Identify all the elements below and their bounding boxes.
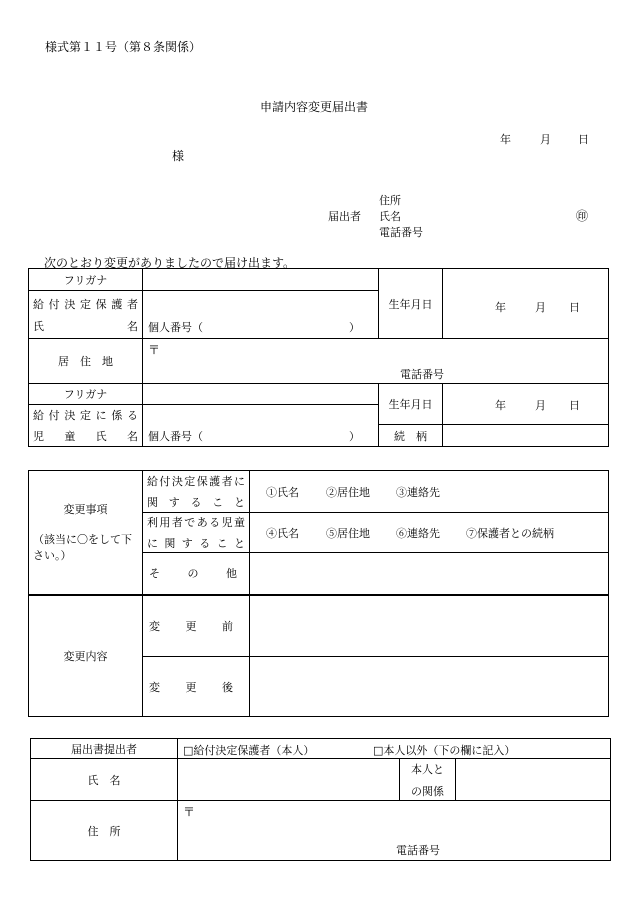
guardian-change-options[interactable] (250, 471, 609, 513)
submitter-options (178, 739, 611, 759)
date-month: 月 (540, 133, 551, 146)
guardian-option-name[interactable]: ①氏名 (266, 486, 299, 499)
user-option-relation[interactable]: ⑦保護者との続柄 (466, 527, 554, 540)
form-number: 様式第１１号（第８条関係） (45, 40, 202, 54)
guardian-furigana-field[interactable] (143, 269, 379, 291)
guardian-name-label (29, 291, 143, 339)
after-label-text: 変更後 (149, 680, 233, 694)
applicant-table (28, 268, 609, 447)
notifier-phone-label: 電話番号 (379, 226, 423, 239)
submitter-postal-mark: 〒 (183, 805, 196, 819)
submitter-address-label (31, 801, 178, 861)
submitter-table (30, 738, 611, 861)
furigana-label-text: フリガナ (63, 273, 108, 287)
after-field[interactable] (250, 657, 609, 717)
other-label (143, 553, 250, 595)
submitter-relation-label-line2: の関係 (411, 784, 444, 798)
other-label-text: その他 (149, 567, 237, 581)
submitter-relation-label (400, 759, 456, 801)
user-change-label-line1: 利用者である児童 (147, 516, 245, 529)
guardian-birth-label-text: 生年月日 (388, 297, 433, 311)
guardian-birth-month: 月 (535, 301, 546, 314)
submitter-phone-label: 電話番号 (396, 844, 440, 857)
child-personal-number-close: ） (349, 430, 360, 443)
user-option-name[interactable]: ④氏名 (266, 527, 299, 540)
child-name-label-line2: 児童氏名 (33, 430, 138, 443)
submitter-address-label-text: 住 所 (87, 824, 121, 838)
content-label-text: 変更内容 (63, 649, 108, 663)
addressee-honorific: 様 (172, 149, 185, 163)
user-change-label (143, 513, 250, 553)
date-year: 年 (500, 133, 511, 146)
user-option-contact[interactable]: ⑥連絡先 (396, 527, 440, 540)
user-change-options[interactable] (250, 513, 609, 553)
child-furigana-field[interactable] (143, 384, 379, 405)
before-label-text: 変更前 (149, 619, 233, 633)
residence-field[interactable] (143, 339, 609, 384)
submitter-name-label-text: 氏 名 (87, 773, 121, 787)
change-items-label-text: 変更事項 (63, 503, 108, 517)
other-field[interactable] (250, 553, 609, 595)
child-furigana-label-text: フリガナ (63, 388, 108, 401)
guardian-name-label-b: 名 (127, 319, 138, 333)
submitter-relation-label-line1: 本人と (411, 762, 444, 776)
submitter-name-label (31, 759, 178, 801)
user-option-residence[interactable]: ⑤居住地 (326, 527, 370, 540)
submitter-name-field[interactable] (178, 759, 400, 801)
child-birth-month: 月 (535, 399, 546, 412)
submitter-relation-field[interactable] (456, 759, 611, 801)
page-title: 申請内容変更届出書 (260, 100, 369, 114)
relation-label-text: 続 柄 (394, 429, 427, 443)
child-birth-field[interactable] (443, 384, 609, 425)
user-change-label-line2: に関すること (147, 537, 245, 550)
child-name-field[interactable] (143, 405, 379, 447)
guardian-name-field[interactable] (143, 291, 379, 339)
guardian-name-label-a: 氏 (33, 319, 44, 333)
guardian-birth-year: 年 (495, 301, 506, 314)
furigana-label (29, 269, 143, 291)
child-name-label (29, 405, 143, 447)
residence-postal-mark: 〒 (148, 343, 161, 357)
seal-icon: ㊞ (576, 209, 589, 223)
guardian-personal-number-close: ） (349, 321, 360, 334)
change-items-label (29, 471, 143, 595)
change-items-note: （該当に〇をして下さい。） (33, 533, 132, 563)
guardian-name-label-line2 (33, 318, 138, 334)
child-name-label-line1: 給付決定に係る (33, 409, 138, 422)
after-label (143, 657, 250, 717)
submitter-address-field[interactable] (178, 801, 611, 861)
residence-label (29, 339, 143, 384)
intro-text: 次のとおり変更がありましたので届け出ます。 (44, 256, 296, 270)
child-birth-label (379, 384, 443, 425)
child-birth-label-text: 生年月日 (388, 398, 433, 411)
content-label (29, 595, 143, 717)
guardian-birth-label (379, 269, 443, 339)
child-birth-year: 年 (495, 399, 506, 412)
guardian-birth-field[interactable] (443, 269, 609, 339)
child-furigana-label (29, 384, 143, 405)
before-label (143, 595, 250, 657)
notifier-name-label: 氏名 (379, 210, 401, 223)
guardian-change-label (143, 471, 250, 513)
notifier-address-label: 住所 (379, 194, 401, 207)
guardian-personal-number-label: 個人番号（ (148, 321, 203, 334)
guardian-birth-day: 日 (569, 301, 580, 314)
date-day: 日 (578, 133, 589, 146)
guardian-option-residence[interactable]: ②居住地 (326, 486, 370, 499)
child-birth-day: 日 (569, 399, 580, 412)
notifier-label: 届出者 (328, 210, 361, 223)
residence-phone-label: 電話番号 (400, 368, 444, 381)
before-field[interactable] (250, 595, 609, 657)
guardian-change-label-line2: 関すること (147, 496, 245, 509)
relation-label (379, 425, 443, 447)
guardian-change-label-line1: 給付決定保護者に (147, 475, 245, 488)
submitter-label (31, 739, 178, 759)
relation-field[interactable] (443, 425, 609, 447)
submitter-option-self[interactable]: □給付決定保護者（本人） (183, 744, 315, 757)
guardian-name-label-line1: 給付決定保護者 (33, 297, 138, 311)
submitter-label-text: 届出書提出者 (71, 742, 137, 756)
change-table (28, 470, 609, 717)
guardian-option-contact[interactable]: ③連絡先 (396, 486, 440, 499)
child-personal-number-label: 個人番号（ (148, 430, 203, 443)
residence-label-text: 居 住 地 (58, 355, 113, 368)
submitter-option-other[interactable]: □本人以外（下の欄に記入） (373, 744, 516, 757)
